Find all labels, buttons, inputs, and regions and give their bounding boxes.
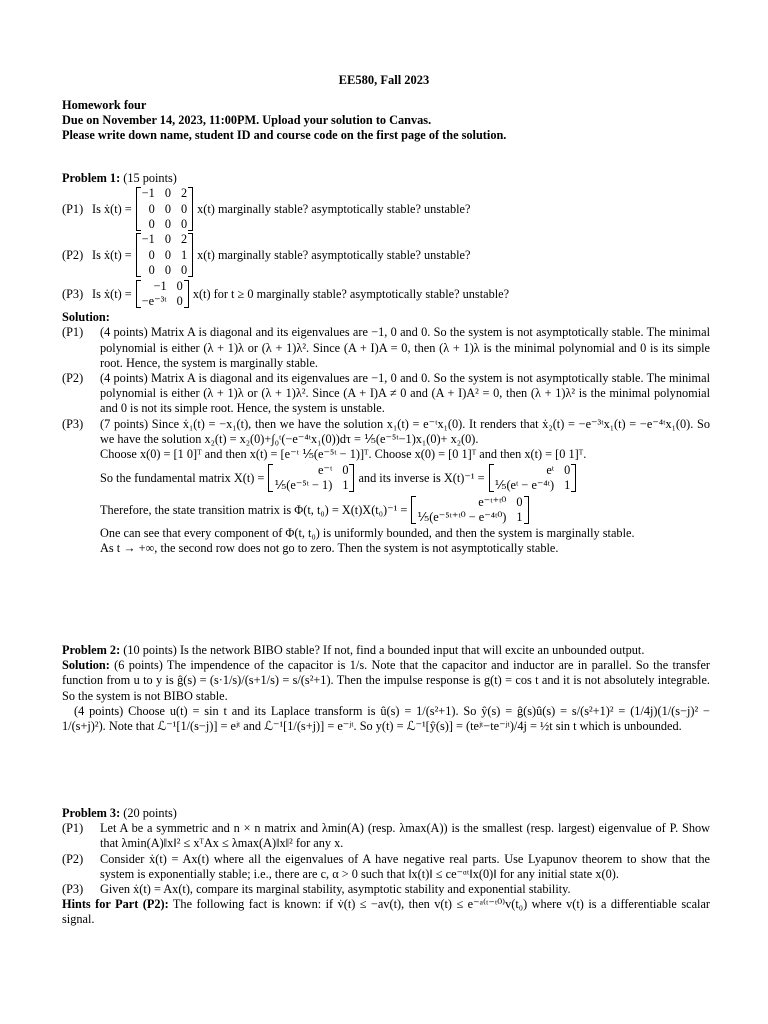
matrix-cell: −e⁻³ᵗ	[141, 294, 167, 309]
solution-p1-text: (4 points) Matrix A is diagonal and its eigenvalues are −1, 0 and 0. So the system is not asymptotically stable. The minimal polynomial is either (λ + 1)λ or (λ + 1)λ². Since (A + I)A = 0, then (λ + 1)λ is the minimal polynomial and 0 is its simple root. Hence, the system is marginally stable.	[100, 325, 710, 370]
solution-p3-label: (P3)	[62, 416, 84, 431]
matrix-cell: 2	[180, 232, 188, 247]
problem-2-solution-part2: (4 points) Choose u(t) = sin t and its Laplace transform is û(s) = 1/(s²+1). So ŷ(s) = ĝ(s)û(s) = s/(s²+1)² = (1/4j)(1/(s−j)² − 1/(s+j)²). Note that ℒ⁻¹[1/(s−j)] = eʲᵗ and ℒ⁻¹[1/(s+j)] = e⁻ʲᵗ. So y(t) = ℒ⁻¹[ŷ(s)] = (teʲᵗ−te⁻ʲᵗ)/4j = ½t sin t which is unbounded.	[62, 703, 710, 734]
homework-title: Homework four	[62, 98, 147, 112]
matrix-cell: 0	[148, 216, 155, 231]
question-p1	[62, 186, 710, 232]
matrix-cell: e⁻ᵗ	[318, 463, 333, 478]
fundamental-prefix: So the fundamental matrix X(t) =	[100, 470, 265, 485]
inverse-prefix: and its inverse is X(t)⁻¹ =	[358, 470, 485, 485]
solution-p3-bounded: One can see that every component of Φ(t, t₀) is uniformly bounded, and then the system is marginally stable.	[100, 526, 635, 541]
solution-p3-conclusion: As t → +∞, the second row does not go to zero. Then the system is not asymptotically stable.	[100, 541, 559, 556]
matrix-cell: 1	[342, 478, 349, 493]
problem-3-p2-label: (P2)	[62, 851, 84, 866]
matrix-cell: 0	[164, 201, 171, 216]
transition-matrix	[411, 495, 528, 525]
matrix-cell: ⅕(e⁻⁵ᵗ − 1)	[274, 478, 333, 493]
question-p2	[62, 232, 710, 278]
matrix-cell: 2	[180, 186, 188, 201]
instructions-line: Please write down name, student ID and course code on the first page of the solution.	[62, 128, 507, 143]
problem-3	[62, 806, 710, 928]
matrix-cell: 0	[164, 262, 171, 277]
question-p2-suffix: x(t) marginally stable? asymptotically stable? unstable?	[197, 247, 471, 262]
problem-2-question	[62, 643, 710, 658]
matrix-cell: 0	[342, 463, 349, 478]
problem-1-points: (15 points)	[123, 171, 177, 185]
problem-3-p3-text: Given ẋ(t) = Ax(t), compare its marginal stability, asymptotic stability and exponential stability.	[100, 882, 571, 897]
matrix-cell: 1	[564, 478, 571, 493]
solution-heading: Solution:	[62, 310, 110, 325]
problem-3-points: (20 points)	[123, 806, 177, 820]
matrix-cell: ⅕(eᵗ − e⁻⁴ᵗ)	[494, 478, 555, 493]
question-p3-prefix: Is ẋ(t) =	[92, 286, 132, 301]
question-p3-suffix: x(t) for t ≥ 0 marginally stable? asymptotically stable? unstable?	[192, 286, 510, 301]
matrix-cell: 0	[180, 216, 188, 231]
matrix-cell: 0	[180, 262, 188, 277]
problem-3-p3	[62, 882, 710, 897]
hints-text: The following fact is known: if v̇(t) ≤ −av(t), then v(t) ≤ e⁻ᵃ⁽ᵗ⁻ᵗ⁰⁾v(t₀) where v(t) is a differentiable scalar signal.	[62, 897, 711, 927]
problem-2-solution	[62, 658, 710, 704]
matrix-p2	[136, 232, 193, 278]
problem-3-p1	[62, 821, 710, 851]
matrix-cell: 0	[180, 201, 188, 216]
matrix-cell: 0	[176, 294, 183, 309]
solution-p1-label: (P1)	[62, 325, 84, 340]
matrix-cell: −1	[153, 279, 167, 293]
fundamental-matrix-line	[62, 462, 710, 494]
matrix-cell: 0	[164, 216, 171, 231]
matrix-cell: 0	[564, 463, 571, 478]
problem-2	[62, 643, 710, 734]
matrix-cell: 0	[176, 279, 183, 293]
matrix-p1	[136, 186, 193, 232]
header-block	[62, 98, 710, 144]
problem-2-question-text: (10 points) Is the network BIBO stable? If not, find a bounded input that will excite an unbounded output.	[123, 643, 645, 657]
solution-p3-choose: Choose x(0) = [1 0]ᵀ and then x(t) = [e⁻ᵗ ⅕(e⁻⁵ᵗ − 1)]ᵀ. Choose x(0) = [0 1]ᵀ and then x(t) = [0 1]ᵀ.	[100, 447, 587, 462]
problem-3-heading	[62, 806, 710, 821]
matrix-cell: 0	[516, 495, 523, 510]
problem-3-p2-text: Consider ẋ(t) = Ax(t) where all the eigenvalues of A have negative real parts. Use Lyapunov theorem to show that the system is exponentially stable; i.e., there are c, α > 0 such that ‖x(t)‖ ≤ ce⁻ᵅᵗ‖x(0)‖ for any initial state x(0).	[100, 851, 710, 881]
problem-2-label: Problem 2:	[62, 643, 121, 657]
matrix-cell: 0	[148, 201, 155, 216]
solution-p2-label: (P2)	[62, 371, 84, 386]
problem-1-label: Problem 1:	[62, 171, 121, 185]
question-p1-prefix: Is ẋ(t) =	[92, 201, 132, 216]
matrix-cell: e⁻ᵗ⁺ᵗ⁰	[478, 495, 507, 510]
matrix-cell: 0	[164, 186, 171, 201]
matrix-cell: −1	[141, 232, 155, 247]
matrix-p3	[136, 279, 189, 309]
problem-2-solution-heading: Solution:	[62, 658, 110, 673]
problem-3-p2	[62, 852, 710, 882]
problem-3-p1-label: (P1)	[62, 821, 84, 836]
matrix-cell: 0	[148, 262, 155, 277]
matrix-cell: 1	[180, 247, 188, 262]
question-p2-label: (P2)	[62, 247, 84, 262]
problem-1-heading	[62, 171, 710, 186]
due-line: Due on November 14, 2023, 11:00PM. Upload your solution to Canvas.	[62, 113, 432, 128]
question-p3	[62, 278, 710, 310]
matrix-cell: ⅕(e⁻⁵ᵗ⁺ᵗ⁰ − e⁻⁴ᵗ⁰)	[417, 510, 507, 525]
problem-3-hints	[62, 897, 710, 927]
solution-p1	[62, 325, 710, 371]
matrix-cell: 0	[148, 247, 155, 262]
solution-p2-text: (4 points) Matrix A is diagonal and its eigenvalues are −1, 0 and 0. So the system is not asymptotically stable. The minimal polynomial is either (λ + 1)λ or (λ + 1)λ². Since (A + I)A ≠ 0 and (A + I)A² = 0, then (λ + 1)λ² is the minimal polynomial and 0 is not its simple root. Hence, the system is unstable.	[100, 371, 710, 416]
inverse-matrix	[489, 463, 577, 493]
problem-3-label: Problem 3:	[62, 806, 121, 820]
question-p1-suffix: x(t) marginally stable? asymptotically stable? unstable?	[197, 201, 471, 216]
solution-p2	[62, 371, 710, 417]
course-title: EE580, Fall 2023	[338, 73, 430, 87]
transition-prefix: Therefore, the state transition matrix is Φ(t, t₀) = X(t)X(t₀)⁻¹ =	[100, 502, 408, 517]
problem-3-p3-label: (P3)	[62, 882, 84, 897]
solution-p3	[62, 417, 710, 447]
problem-3-p1-text: Let A be a symmetric and n × n matrix and λmin(A) (resp. λmax(A)) is the smallest (resp. largest) eigenvalue of P. Show that λmin(A)‖x‖² ≤ xᵀAx ≤ λmax(A)‖x‖² for any x.	[100, 821, 710, 851]
question-p1-label: (P1)	[62, 201, 84, 216]
hints-heading: Hints for Part (P2):	[62, 897, 169, 912]
solution-p3-text: (7 points) Since ẋ₁(t) = −x₁(t), then we have the solution x₁(t) = e⁻ᵗx₁(0). It renders that ẋ₂(t) = −e⁻³ᵗx₁(t) = −e⁻⁴ᵗx₁(0). So we have the solution x₂(t) = x₂(0)+∫₀ᵗ(−e⁻⁴ᵗx₁(0))dτ = ⅕(e⁻⁵ᵗ−1)x₁(0)+ x₂(0).	[100, 416, 710, 446]
matrix-cell: 1	[516, 510, 523, 525]
problem-2-solution-text: (6 points) The impendence of the capacitor is 1/s. Note that the capacitor and inductor are in parallel. So the transfer function from u to y is ĝ(s) = (s·1/s)/(s+1/s) = s/(s²+1). Then the impulse response is g(t) = cos t and it is not absolutely integrable. So the system is not BIBO stable.	[62, 658, 711, 703]
question-p2-prefix: Is ẋ(t) =	[92, 247, 132, 262]
matrix-cell: 0	[164, 232, 171, 247]
transition-matrix-line	[62, 494, 710, 526]
question-p3-label: (P3)	[62, 286, 84, 301]
fundamental-matrix	[268, 463, 354, 493]
matrix-cell: −1	[141, 186, 155, 201]
problem-1	[62, 171, 710, 557]
matrix-cell: 0	[164, 247, 171, 262]
matrix-cell: eᵗ	[546, 463, 555, 478]
